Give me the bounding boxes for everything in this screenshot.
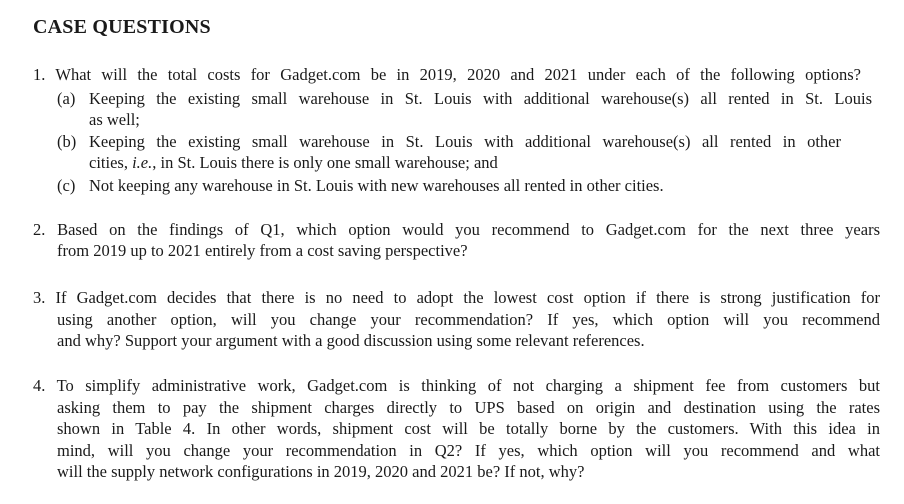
question-2-text-line-1: 2. Based on the findings of Q1, which option would you recommend to Gadget.com for the next three years [33, 220, 880, 239]
question-3-text-line-3: and why? Support your argument with a good discussion using some relevant references. [57, 331, 645, 350]
option-c-text: Not keeping any warehouse in St. Louis with new warehouses all rented in other cities. [89, 176, 664, 195]
page-title: CASE QUESTIONS [33, 16, 211, 38]
question-4-text-line-2: asking them to pay the shipment charges directly to UPS based on origin and destination using the rates [57, 398, 880, 417]
option-c-label: (c) [57, 176, 76, 195]
option-b-ie-text: i.e. [132, 153, 153, 172]
question-2-text-line-2: from 2019 up to 2021 entirely from a cost saving perspective? [57, 241, 468, 260]
question-4-text-line-3: shown in Table 4. In other words, shipment cost will be totally borne by the customers. With this idea in [57, 419, 880, 438]
option-b-label: (b) [57, 132, 77, 151]
option-b-text-line-2-end: , in St. Louis there is only one small warehouse; and [152, 153, 498, 172]
option-b-text-line-1: Keeping the existing small warehouse in St. Louis with additional warehouse(s) all rented in other [89, 132, 841, 151]
option-a-text-line-2: as well; [89, 110, 140, 129]
question-3-text-line-2: using another option, will you change your recommendation? If yes, which option will you recommend [57, 310, 880, 329]
option-a-text-line-1: Keeping the existing small warehouse in St. Louis with additional warehouse(s) all rented in St. Louis [89, 89, 872, 108]
question-4-text-line-4: mind, will you change your recommendation in Q2? If yes, which option will you recommend and what [57, 441, 880, 460]
option-a-label: (a) [57, 89, 76, 108]
question-4-text-line-1: 4. To simplify administrative work, Gadget.com is thinking of not charging a shipment fee from customers but [33, 376, 880, 395]
question-1-text: 1. What will the total costs for Gadget.com be in 2019, 2020 and 2021 under each of the following options? [33, 65, 861, 84]
option-b-text-line-2 [89, 152, 498, 173]
question-4-text-line-5: will the supply network configurations in 2019, 2020 and 2021 be? If not, why? [57, 462, 585, 481]
question-3-text-line-1: 3. If Gadget.com decides that there is no need to adopt the lowest cost option if there is strong justification for [33, 288, 880, 307]
option-b-text-line-2-start: cities, [89, 153, 133, 172]
